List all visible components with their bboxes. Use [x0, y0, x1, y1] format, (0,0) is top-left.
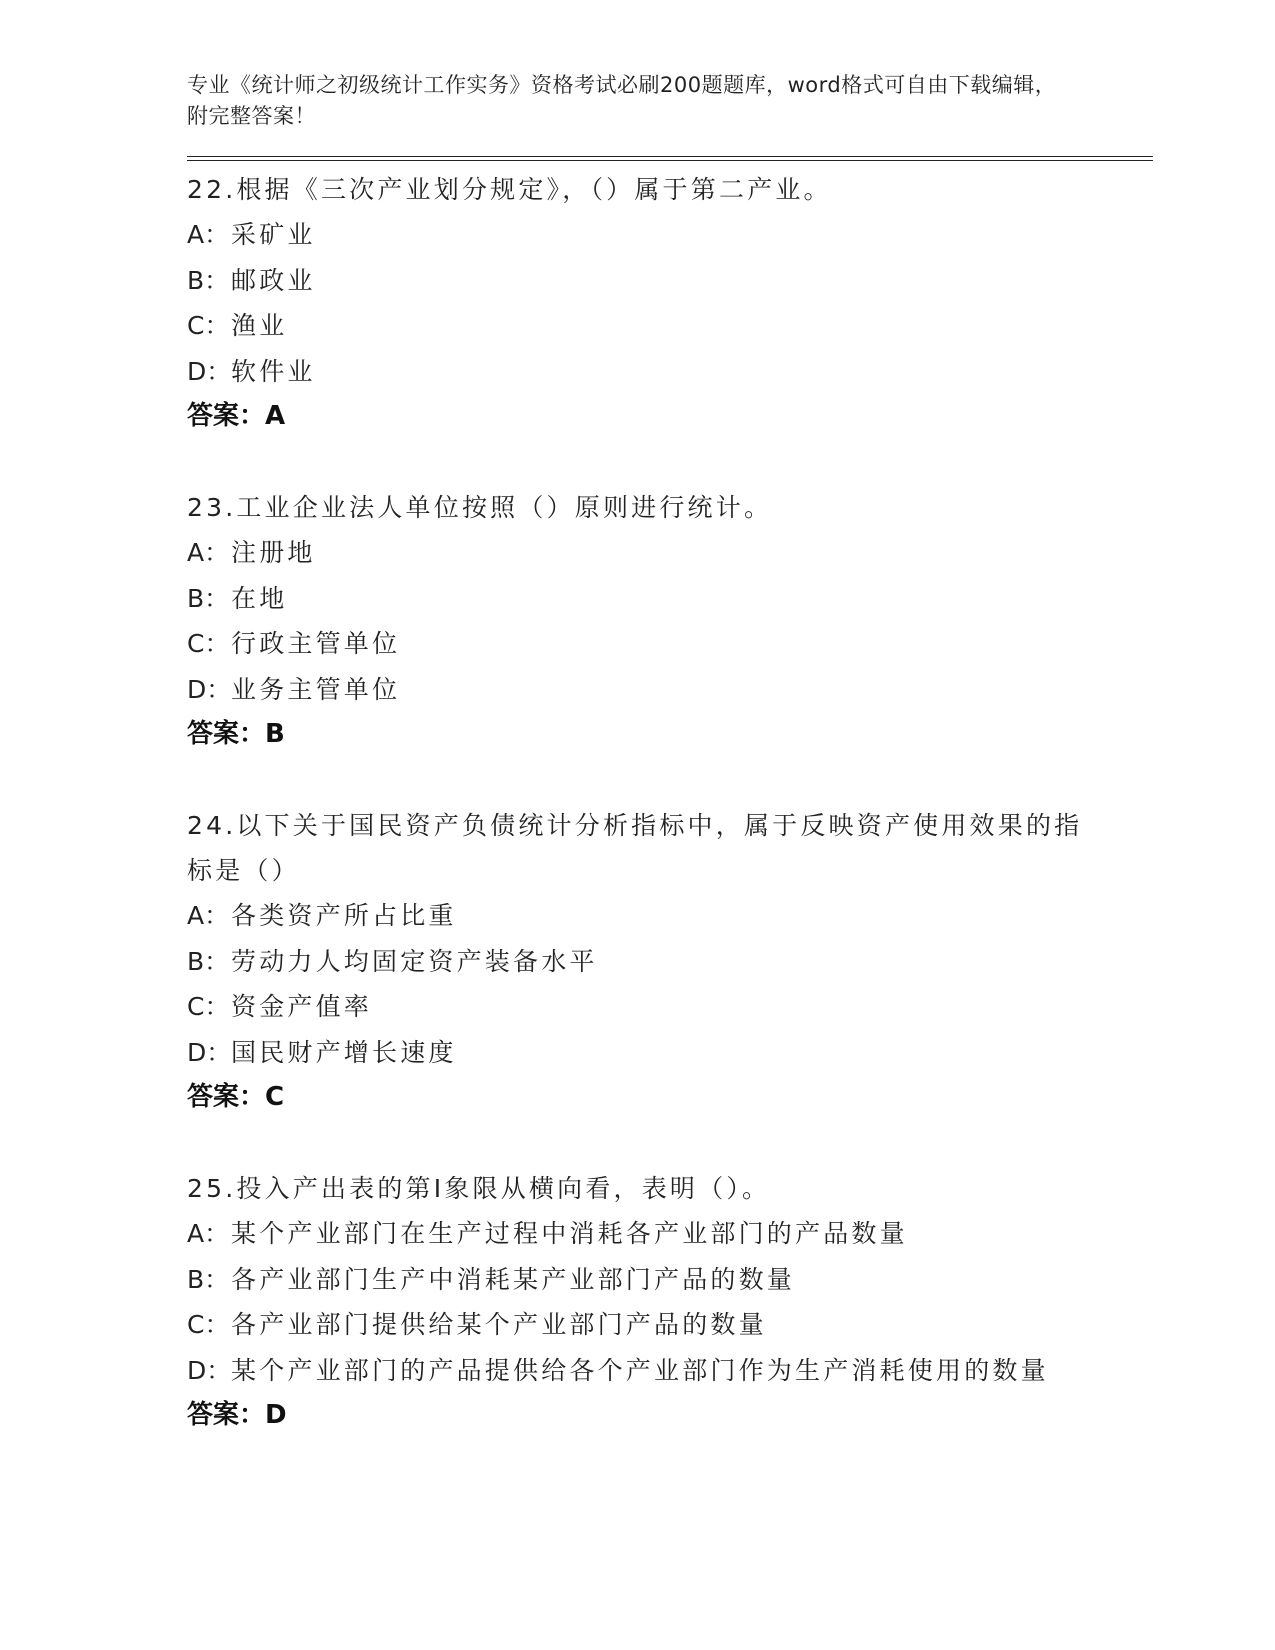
- option-letter: C：: [187, 629, 230, 658]
- option-d: [187, 1348, 1147, 1394]
- document-header: 专业《统计师之初级统计工作实务》资格考试必刷200题题库，word格式可自由下载编辑，附完整答案！: [187, 73, 1057, 128]
- option-letter: A：: [187, 538, 230, 567]
- option-b: [187, 939, 1147, 985]
- question-23: [187, 485, 1147, 757]
- option-text: 渔业: [231, 311, 288, 340]
- option-a: [187, 530, 1147, 576]
- option-a: [187, 212, 1147, 258]
- question-text: 23.工业企业法人单位按照（）原则进行统计。: [187, 493, 773, 522]
- option-text: 采矿业: [231, 220, 316, 249]
- option-text: 各类资产所占比重: [231, 901, 457, 930]
- option-d: [187, 667, 1147, 713]
- option-text: 邮政业: [231, 265, 316, 295]
- option-letter: C：: [187, 992, 230, 1021]
- option-a: [187, 893, 1147, 939]
- option-b: [187, 1257, 1147, 1303]
- answer-line: 答案：A: [187, 401, 286, 431]
- option-b: [187, 258, 1147, 304]
- option-letter: D：: [187, 674, 232, 704]
- option-d: [187, 1030, 1147, 1076]
- option-c: [187, 984, 1147, 1030]
- question-text: 25.投入产出表的第Ⅰ象限从横向看，表明（）。: [187, 1174, 771, 1203]
- option-c: [187, 1302, 1147, 1348]
- option-c: [187, 621, 1147, 667]
- answer-line: 答案：C: [187, 1082, 285, 1112]
- option-text: 各产业部门生产中消耗某产业部门产品的数量: [231, 1264, 796, 1294]
- option-letter: C：: [187, 311, 230, 340]
- option-text: 劳动力人均固定资产装备水平: [231, 946, 598, 976]
- question-text: 22.根据《三次产业划分规定》，（）属于第二产业。: [187, 175, 832, 204]
- option-letter: B：: [187, 583, 230, 613]
- question-24: [187, 803, 1147, 1120]
- option-text: 各产业部门提供给某个产业部门产品的数量: [231, 1310, 767, 1339]
- answer-line: 答案：B: [187, 719, 285, 749]
- option-letter: D：: [187, 1355, 232, 1385]
- question-list: [187, 167, 1147, 1438]
- option-text: 某个产业部门的产品提供给各个产业部门作为生产消耗使用的数量: [231, 1355, 1049, 1385]
- option-letter: A：: [187, 1219, 230, 1248]
- option-text: 业务主管单位: [231, 674, 401, 704]
- option-letter: B：: [187, 265, 230, 295]
- option-text: 软件业: [231, 356, 316, 386]
- option-a: [187, 1211, 1147, 1257]
- option-text: 资金产值率: [231, 992, 373, 1021]
- option-letter: B：: [187, 946, 230, 976]
- answer-line: 答案：D: [187, 1400, 287, 1430]
- option-b: [187, 576, 1147, 622]
- option-letter: A：: [187, 901, 230, 930]
- option-letter: A：: [187, 220, 230, 249]
- option-text: 某个产业部门在生产过程中消耗各产业部门的产品数量: [231, 1219, 908, 1248]
- option-text: 在地: [231, 583, 288, 613]
- question-22: [187, 167, 1147, 439]
- option-letter: D：: [187, 1037, 232, 1067]
- question-text: 24.以下关于国民资产负债统计分析指标中，属于反映资产使用效果的指标是（）: [187, 811, 1083, 885]
- option-text: 注册地: [231, 538, 316, 567]
- option-text: 国民财产增长速度: [231, 1037, 457, 1067]
- option-letter: B：: [187, 1264, 230, 1294]
- document-page: [187, 70, 1147, 1484]
- question-25: [187, 1166, 1147, 1438]
- option-d: [187, 349, 1147, 395]
- header-divider: [187, 156, 1153, 161]
- option-letter: C：: [187, 1310, 230, 1339]
- option-letter: D：: [187, 356, 232, 386]
- option-text: 行政主管单位: [231, 629, 401, 658]
- option-c: [187, 303, 1147, 349]
